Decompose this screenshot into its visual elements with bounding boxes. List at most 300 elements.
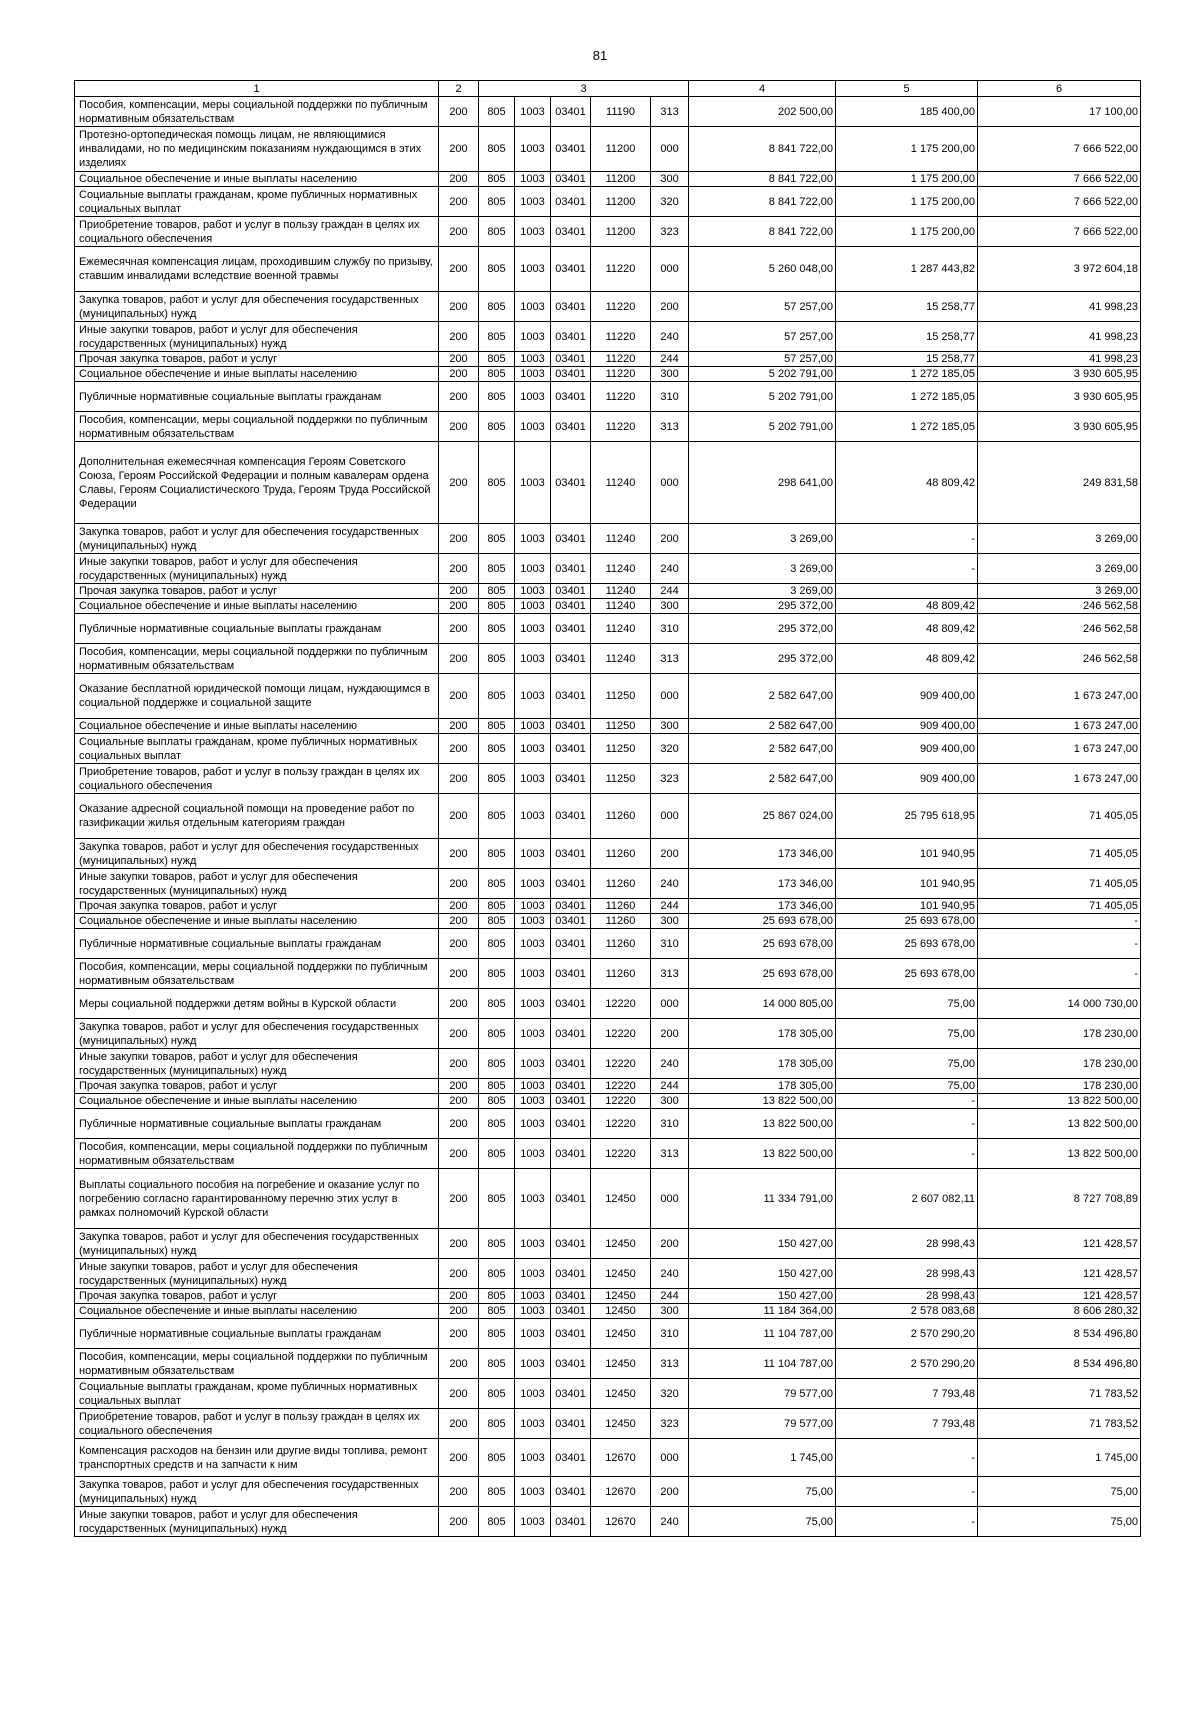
- row-col6-cell: 13 822 500,00: [978, 1094, 1141, 1109]
- row-code-b-cell: 1003: [515, 217, 551, 247]
- row-col5-cell: -: [836, 1507, 978, 1537]
- row-col2-cell: 200: [439, 1304, 479, 1319]
- row-code-e-cell: 300: [651, 367, 689, 382]
- row-name-cell: Прочая закупка товаров, работ и услуг: [75, 1079, 439, 1094]
- row-code-e-cell: 313: [651, 97, 689, 127]
- row-code-e-cell: 310: [651, 1109, 689, 1139]
- row-name-cell: Публичные нормативные социальные выплаты гражданам: [75, 929, 439, 959]
- row-code-b-cell: 1003: [515, 959, 551, 989]
- row-name-cell: Социальное обеспечение и иные выплаты населению: [75, 172, 439, 187]
- row-col4-cell: 8 841 722,00: [689, 127, 836, 172]
- row-col4-cell: 11 104 787,00: [689, 1349, 836, 1379]
- row-col2-cell: 200: [439, 1109, 479, 1139]
- row-col6-cell: 41 998,23: [978, 322, 1141, 352]
- row-col5-cell: 2 578 083,68: [836, 1304, 978, 1319]
- row-code-c-cell: 03401: [551, 524, 591, 554]
- row-col4-cell: 178 305,00: [689, 1019, 836, 1049]
- row-code-c-cell: 03401: [551, 869, 591, 899]
- row-code-d-cell: 11240: [591, 442, 651, 524]
- row-col5-cell: 909 400,00: [836, 674, 978, 719]
- row-col2-cell: 200: [439, 1349, 479, 1379]
- row-code-a-cell: 805: [479, 929, 515, 959]
- row-code-a-cell: 805: [479, 1019, 515, 1049]
- row-code-b-cell: 1003: [515, 674, 551, 719]
- row-code-d-cell: 11260: [591, 959, 651, 989]
- table-row: [75, 1079, 1141, 1094]
- row-code-e-cell: 244: [651, 352, 689, 367]
- row-code-e-cell: 240: [651, 1049, 689, 1079]
- row-col2-cell: 200: [439, 1507, 479, 1537]
- row-code-a-cell: 805: [479, 382, 515, 412]
- row-name-cell: Иные закупки товаров, работ и услуг для обеспечения государственных (муниципальных) нужд: [75, 554, 439, 584]
- table-row: [75, 794, 1141, 839]
- row-code-d-cell: 12450: [591, 1259, 651, 1289]
- row-col5-cell: 48 809,42: [836, 599, 978, 614]
- row-code-e-cell: 313: [651, 959, 689, 989]
- row-col5-cell: 1 272 185,05: [836, 367, 978, 382]
- row-col2-cell: 200: [439, 1079, 479, 1094]
- row-code-a-cell: 805: [479, 764, 515, 794]
- row-col6-cell: 13 822 500,00: [978, 1139, 1141, 1169]
- row-code-a-cell: 805: [479, 1507, 515, 1537]
- row-code-e-cell: 200: [651, 1477, 689, 1507]
- row-col4-cell: 75,00: [689, 1477, 836, 1507]
- row-code-a-cell: 805: [479, 247, 515, 292]
- row-code-b-cell: 1003: [515, 839, 551, 869]
- row-col5-cell: 909 400,00: [836, 764, 978, 794]
- row-code-c-cell: 03401: [551, 674, 591, 719]
- row-name-cell: Публичные нормативные социальные выплаты гражданам: [75, 382, 439, 412]
- row-code-b-cell: 1003: [515, 1049, 551, 1079]
- row-col2-cell: 200: [439, 1259, 479, 1289]
- row-col5-cell: 75,00: [836, 989, 978, 1019]
- row-code-d-cell: 11200: [591, 187, 651, 217]
- row-name-cell: Прочая закупка товаров, работ и услуг: [75, 899, 439, 914]
- row-name-cell: Протезно-ортопедическая помощь лицам, не являющимися инвалидами, но по медицинским показаниям нуждающимся в этих изделиях: [75, 127, 439, 172]
- row-code-d-cell: 11250: [591, 734, 651, 764]
- header-col-3: 3: [479, 81, 689, 97]
- row-col6-cell: 71 783,52: [978, 1379, 1141, 1409]
- row-code-a-cell: 805: [479, 989, 515, 1019]
- row-code-c-cell: 03401: [551, 97, 591, 127]
- row-col6-cell: 178 230,00: [978, 1079, 1141, 1094]
- row-code-e-cell: 310: [651, 929, 689, 959]
- row-code-a-cell: 805: [479, 292, 515, 322]
- row-code-a-cell: 805: [479, 959, 515, 989]
- row-col6-cell: 75,00: [978, 1477, 1141, 1507]
- row-code-e-cell: 244: [651, 899, 689, 914]
- row-code-e-cell: 310: [651, 1319, 689, 1349]
- row-col2-cell: 200: [439, 1229, 479, 1259]
- row-code-d-cell: 11220: [591, 322, 651, 352]
- row-col5-cell: -: [836, 1109, 978, 1139]
- row-col4-cell: 57 257,00: [689, 292, 836, 322]
- row-col6-cell: 71 405,05: [978, 794, 1141, 839]
- row-code-b-cell: 1003: [515, 1094, 551, 1109]
- row-code-e-cell: 244: [651, 1289, 689, 1304]
- row-code-a-cell: 805: [479, 554, 515, 584]
- row-col5-cell: 909 400,00: [836, 734, 978, 764]
- row-code-b-cell: 1003: [515, 1259, 551, 1289]
- row-code-e-cell: 200: [651, 292, 689, 322]
- row-name-cell: Закупка товаров, работ и услуг для обеспечения государственных (муниципальных) нужд: [75, 1477, 439, 1507]
- row-code-e-cell: 300: [651, 599, 689, 614]
- table-row: [75, 989, 1141, 1019]
- row-col6-cell: 71 405,05: [978, 869, 1141, 899]
- row-col4-cell: 2 582 647,00: [689, 734, 836, 764]
- row-col2-cell: 200: [439, 1289, 479, 1304]
- row-code-c-cell: 03401: [551, 292, 591, 322]
- table-row: [75, 929, 1141, 959]
- row-code-d-cell: 12450: [591, 1304, 651, 1319]
- row-col6-cell: 41 998,23: [978, 352, 1141, 367]
- row-code-b-cell: 1003: [515, 187, 551, 217]
- row-col4-cell: 5 202 791,00: [689, 367, 836, 382]
- row-col2-cell: 200: [439, 352, 479, 367]
- row-col4-cell: 5 260 048,00: [689, 247, 836, 292]
- table-row: [75, 1109, 1141, 1139]
- header-col-5: 5: [836, 81, 978, 97]
- row-name-cell: Закупка товаров, работ и услуг для обеспечения государственных (муниципальных) нужд: [75, 524, 439, 554]
- header-row: [75, 81, 1141, 97]
- row-code-d-cell: 11260: [591, 899, 651, 914]
- row-col5-cell: 15 258,77: [836, 292, 978, 322]
- row-col6-cell: 3 930 605,95: [978, 412, 1141, 442]
- row-name-cell: Иные закупки товаров, работ и услуг для обеспечения государственных (муниципальных) нужд: [75, 1259, 439, 1289]
- table-body: [75, 97, 1141, 1537]
- row-code-d-cell: 12220: [591, 989, 651, 1019]
- row-code-a-cell: 805: [479, 869, 515, 899]
- row-col6-cell: 3 269,00: [978, 584, 1141, 599]
- table-row: [75, 1169, 1141, 1229]
- row-code-a-cell: 805: [479, 899, 515, 914]
- table-row: [75, 1304, 1141, 1319]
- row-code-c-cell: 03401: [551, 1379, 591, 1409]
- row-code-a-cell: 805: [479, 1289, 515, 1304]
- row-code-d-cell: 12450: [591, 1409, 651, 1439]
- row-col4-cell: 3 269,00: [689, 524, 836, 554]
- row-code-e-cell: 313: [651, 644, 689, 674]
- row-name-cell: Пособия, компенсации, меры социальной поддержки по публичным нормативным обязательствам: [75, 1139, 439, 1169]
- row-code-e-cell: 000: [651, 1439, 689, 1477]
- row-col6-cell: 246 562,58: [978, 614, 1141, 644]
- row-code-e-cell: 000: [651, 127, 689, 172]
- row-col6-cell: 7 666 522,00: [978, 172, 1141, 187]
- row-code-e-cell: 300: [651, 914, 689, 929]
- row-name-cell: Приобретение товаров, работ и услуг в пользу граждан в целях их социального обеспечения: [75, 764, 439, 794]
- row-col4-cell: 13 822 500,00: [689, 1094, 836, 1109]
- row-col2-cell: 200: [439, 382, 479, 412]
- row-code-c-cell: 03401: [551, 1094, 591, 1109]
- row-col4-cell: 25 693 678,00: [689, 914, 836, 929]
- row-name-cell: Социальное обеспечение и иные выплаты населению: [75, 914, 439, 929]
- row-code-c-cell: 03401: [551, 1229, 591, 1259]
- budget-table: [74, 80, 1141, 1537]
- row-code-c-cell: 03401: [551, 367, 591, 382]
- row-col4-cell: 13 822 500,00: [689, 1139, 836, 1169]
- row-col2-cell: 200: [439, 989, 479, 1019]
- row-col6-cell: 178 230,00: [978, 1019, 1141, 1049]
- row-name-cell: Социальное обеспечение и иные выплаты населению: [75, 1304, 439, 1319]
- row-name-cell: Публичные нормативные социальные выплаты гражданам: [75, 1109, 439, 1139]
- row-code-a-cell: 805: [479, 127, 515, 172]
- row-code-a-cell: 805: [479, 1319, 515, 1349]
- row-code-b-cell: 1003: [515, 899, 551, 914]
- row-name-cell: Публичные нормативные социальные выплаты гражданам: [75, 614, 439, 644]
- row-code-e-cell: 000: [651, 794, 689, 839]
- row-code-e-cell: 313: [651, 412, 689, 442]
- row-code-d-cell: 11240: [591, 614, 651, 644]
- row-code-b-cell: 1003: [515, 1169, 551, 1229]
- table-row: [75, 734, 1141, 764]
- table-row: [75, 382, 1141, 412]
- row-col4-cell: 8 841 722,00: [689, 217, 836, 247]
- row-col2-cell: 200: [439, 1477, 479, 1507]
- row-col6-cell: 1 673 247,00: [978, 764, 1141, 794]
- row-col5-cell: -: [836, 1094, 978, 1109]
- row-col6-cell: 246 562,58: [978, 599, 1141, 614]
- table-row: [75, 1019, 1141, 1049]
- row-code-e-cell: 000: [651, 247, 689, 292]
- row-col6-cell: 1 673 247,00: [978, 719, 1141, 734]
- row-code-c-cell: 03401: [551, 217, 591, 247]
- row-code-a-cell: 805: [479, 1229, 515, 1259]
- row-col4-cell: 5 202 791,00: [689, 412, 836, 442]
- row-name-cell: Закупка товаров, работ и услуг для обеспечения государственных (муниципальных) нужд: [75, 839, 439, 869]
- table-row: [75, 1139, 1141, 1169]
- row-col4-cell: 173 346,00: [689, 869, 836, 899]
- row-col2-cell: 200: [439, 839, 479, 869]
- table-row: [75, 292, 1141, 322]
- row-code-d-cell: 11220: [591, 292, 651, 322]
- row-col4-cell: 11 104 787,00: [689, 1319, 836, 1349]
- row-col5-cell: 28 998,43: [836, 1259, 978, 1289]
- row-code-c-cell: 03401: [551, 1304, 591, 1319]
- row-col4-cell: 295 372,00: [689, 599, 836, 614]
- row-col6-cell: 121 428,57: [978, 1289, 1141, 1304]
- row-name-cell: Ежемесячная компенсация лицам, проходившим службу по призыву, ставшим инвалидами вследствие военной травмы: [75, 247, 439, 292]
- row-col4-cell: 173 346,00: [689, 899, 836, 914]
- row-code-b-cell: 1003: [515, 367, 551, 382]
- table-row: [75, 914, 1141, 929]
- header-col-6: 6: [978, 81, 1141, 97]
- row-col2-cell: 200: [439, 247, 479, 292]
- row-col4-cell: 57 257,00: [689, 322, 836, 352]
- row-code-b-cell: 1003: [515, 127, 551, 172]
- row-code-b-cell: 1003: [515, 322, 551, 352]
- row-col5-cell: -: [836, 1139, 978, 1169]
- row-col6-cell: 8 606 280,32: [978, 1304, 1141, 1319]
- row-code-d-cell: 11220: [591, 412, 651, 442]
- row-col2-cell: 200: [439, 914, 479, 929]
- row-code-e-cell: 200: [651, 1019, 689, 1049]
- row-col5-cell: 1 175 200,00: [836, 187, 978, 217]
- row-code-e-cell: 244: [651, 1079, 689, 1094]
- row-col2-cell: 200: [439, 1379, 479, 1409]
- row-code-c-cell: 03401: [551, 1289, 591, 1304]
- row-code-c-cell: 03401: [551, 1169, 591, 1229]
- table-row: [75, 1409, 1141, 1439]
- row-col2-cell: 200: [439, 217, 479, 247]
- row-name-cell: Иные закупки товаров, работ и услуг для обеспечения государственных (муниципальных) нужд: [75, 869, 439, 899]
- row-col6-cell: -: [978, 929, 1141, 959]
- row-col2-cell: 200: [439, 959, 479, 989]
- row-code-d-cell: 12220: [591, 1079, 651, 1094]
- row-code-a-cell: 805: [479, 172, 515, 187]
- row-code-c-cell: 03401: [551, 719, 591, 734]
- row-code-a-cell: 805: [479, 524, 515, 554]
- row-name-cell: Приобретение товаров, работ и услуг в пользу граждан в целях их социального обеспечения: [75, 1409, 439, 1439]
- row-col5-cell: 1 175 200,00: [836, 172, 978, 187]
- row-code-e-cell: 000: [651, 1169, 689, 1229]
- row-col2-cell: 200: [439, 1319, 479, 1349]
- row-code-c-cell: 03401: [551, 614, 591, 644]
- table-row: [75, 172, 1141, 187]
- row-code-c-cell: 03401: [551, 382, 591, 412]
- row-code-c-cell: 03401: [551, 1259, 591, 1289]
- row-name-cell: Прочая закупка товаров, работ и услуг: [75, 1289, 439, 1304]
- row-name-cell: Социальное обеспечение и иные выплаты населению: [75, 367, 439, 382]
- row-code-a-cell: 805: [479, 217, 515, 247]
- row-name-cell: Пособия, компенсации, меры социальной поддержки по публичным нормативным обязательствам: [75, 959, 439, 989]
- row-code-b-cell: 1003: [515, 869, 551, 899]
- row-code-c-cell: 03401: [551, 127, 591, 172]
- row-col5-cell: 185 400,00: [836, 97, 978, 127]
- table-row: [75, 959, 1141, 989]
- row-col5-cell: 909 400,00: [836, 719, 978, 734]
- row-code-c-cell: 03401: [551, 1079, 591, 1094]
- row-col5-cell: 7 793,48: [836, 1379, 978, 1409]
- row-code-a-cell: 805: [479, 1304, 515, 1319]
- row-col5-cell: -: [836, 524, 978, 554]
- row-code-b-cell: 1003: [515, 1304, 551, 1319]
- row-code-e-cell: 313: [651, 1139, 689, 1169]
- row-col4-cell: 298 641,00: [689, 442, 836, 524]
- row-code-a-cell: 805: [479, 794, 515, 839]
- row-col2-cell: 200: [439, 412, 479, 442]
- row-col2-cell: 200: [439, 292, 479, 322]
- row-col6-cell: 178 230,00: [978, 1049, 1141, 1079]
- row-col6-cell: -: [978, 914, 1141, 929]
- row-code-e-cell: 000: [651, 989, 689, 1019]
- row-code-a-cell: 805: [479, 1409, 515, 1439]
- row-col6-cell: 1 673 247,00: [978, 674, 1141, 719]
- table-row: [75, 322, 1141, 352]
- row-col6-cell: 249 831,58: [978, 442, 1141, 524]
- row-code-e-cell: 300: [651, 1304, 689, 1319]
- row-col5-cell: 1 272 185,05: [836, 382, 978, 412]
- row-col4-cell: 150 427,00: [689, 1229, 836, 1259]
- row-col5-cell: 48 809,42: [836, 614, 978, 644]
- row-code-e-cell: 200: [651, 524, 689, 554]
- row-code-d-cell: 12220: [591, 1094, 651, 1109]
- row-code-a-cell: 805: [479, 412, 515, 442]
- row-col5-cell: 1 272 185,05: [836, 412, 978, 442]
- row-code-b-cell: 1003: [515, 352, 551, 367]
- row-code-c-cell: 03401: [551, 959, 591, 989]
- table-row: [75, 1259, 1141, 1289]
- row-col6-cell: 71 783,52: [978, 1409, 1141, 1439]
- row-code-a-cell: 805: [479, 1079, 515, 1094]
- row-code-a-cell: 805: [479, 734, 515, 764]
- row-col5-cell: 75,00: [836, 1019, 978, 1049]
- row-code-d-cell: 11200: [591, 127, 651, 172]
- row-code-e-cell: 320: [651, 1379, 689, 1409]
- row-col6-cell: 3 269,00: [978, 554, 1141, 584]
- row-col5-cell: [836, 584, 978, 599]
- table-row: [75, 1379, 1141, 1409]
- row-code-a-cell: 805: [479, 1094, 515, 1109]
- table-row: [75, 1289, 1141, 1304]
- row-code-a-cell: 805: [479, 644, 515, 674]
- table-row: [75, 247, 1141, 292]
- row-col5-cell: 15 258,77: [836, 352, 978, 367]
- row-code-b-cell: 1003: [515, 1229, 551, 1259]
- row-col4-cell: 178 305,00: [689, 1049, 836, 1079]
- row-code-a-cell: 805: [479, 719, 515, 734]
- row-code-e-cell: 313: [651, 1349, 689, 1379]
- table-row: [75, 599, 1141, 614]
- row-col4-cell: 1 745,00: [689, 1439, 836, 1477]
- row-code-e-cell: 310: [651, 382, 689, 412]
- row-code-c-cell: 03401: [551, 1349, 591, 1379]
- row-code-b-cell: 1003: [515, 764, 551, 794]
- row-col4-cell: 178 305,00: [689, 1079, 836, 1094]
- table-row: [75, 97, 1141, 127]
- row-col2-cell: 200: [439, 1094, 479, 1109]
- row-code-b-cell: 1003: [515, 1109, 551, 1139]
- row-code-b-cell: 1003: [515, 1349, 551, 1379]
- table-row: [75, 899, 1141, 914]
- row-code-b-cell: 1003: [515, 1139, 551, 1169]
- row-code-e-cell: 300: [651, 1094, 689, 1109]
- row-col2-cell: 200: [439, 1169, 479, 1229]
- row-code-b-cell: 1003: [515, 1409, 551, 1439]
- row-col6-cell: 17 100,00: [978, 97, 1141, 127]
- row-name-cell: Пособия, компенсации, меры социальной поддержки по публичным нормативным обязательствам: [75, 412, 439, 442]
- row-name-cell: Иные закупки товаров, работ и услуг для обеспечения государственных (муниципальных) нужд: [75, 1049, 439, 1079]
- row-code-d-cell: 11220: [591, 367, 651, 382]
- row-code-c-cell: 03401: [551, 1319, 591, 1349]
- row-col2-cell: 200: [439, 764, 479, 794]
- row-col5-cell: 1 287 443,82: [836, 247, 978, 292]
- row-col4-cell: 295 372,00: [689, 644, 836, 674]
- row-code-d-cell: 11200: [591, 217, 651, 247]
- table-row: [75, 127, 1141, 172]
- row-code-a-cell: 805: [479, 1439, 515, 1477]
- row-name-cell: Иные закупки товаров, работ и услуг для обеспечения государственных (муниципальных) нужд: [75, 1507, 439, 1537]
- row-col6-cell: 7 666 522,00: [978, 187, 1141, 217]
- table-row: [75, 869, 1141, 899]
- row-name-cell: Прочая закупка товаров, работ и услуг: [75, 584, 439, 599]
- row-code-b-cell: 1003: [515, 734, 551, 764]
- row-col4-cell: 173 346,00: [689, 839, 836, 869]
- table-row: [75, 1439, 1141, 1477]
- row-col4-cell: 79 577,00: [689, 1379, 836, 1409]
- row-col6-cell: 8 727 708,89: [978, 1169, 1141, 1229]
- row-code-a-cell: 805: [479, 367, 515, 382]
- row-col4-cell: 11 334 791,00: [689, 1169, 836, 1229]
- row-name-cell: Закупка товаров, работ и услуг для обеспечения государственных (муниципальных) нужд: [75, 1019, 439, 1049]
- row-code-b-cell: 1003: [515, 292, 551, 322]
- row-col2-cell: 200: [439, 599, 479, 614]
- row-col4-cell: 57 257,00: [689, 352, 836, 367]
- row-col6-cell: -: [978, 959, 1141, 989]
- table-row: [75, 1507, 1141, 1537]
- row-code-c-cell: 03401: [551, 839, 591, 869]
- row-code-c-cell: 03401: [551, 322, 591, 352]
- row-col2-cell: 200: [439, 367, 479, 382]
